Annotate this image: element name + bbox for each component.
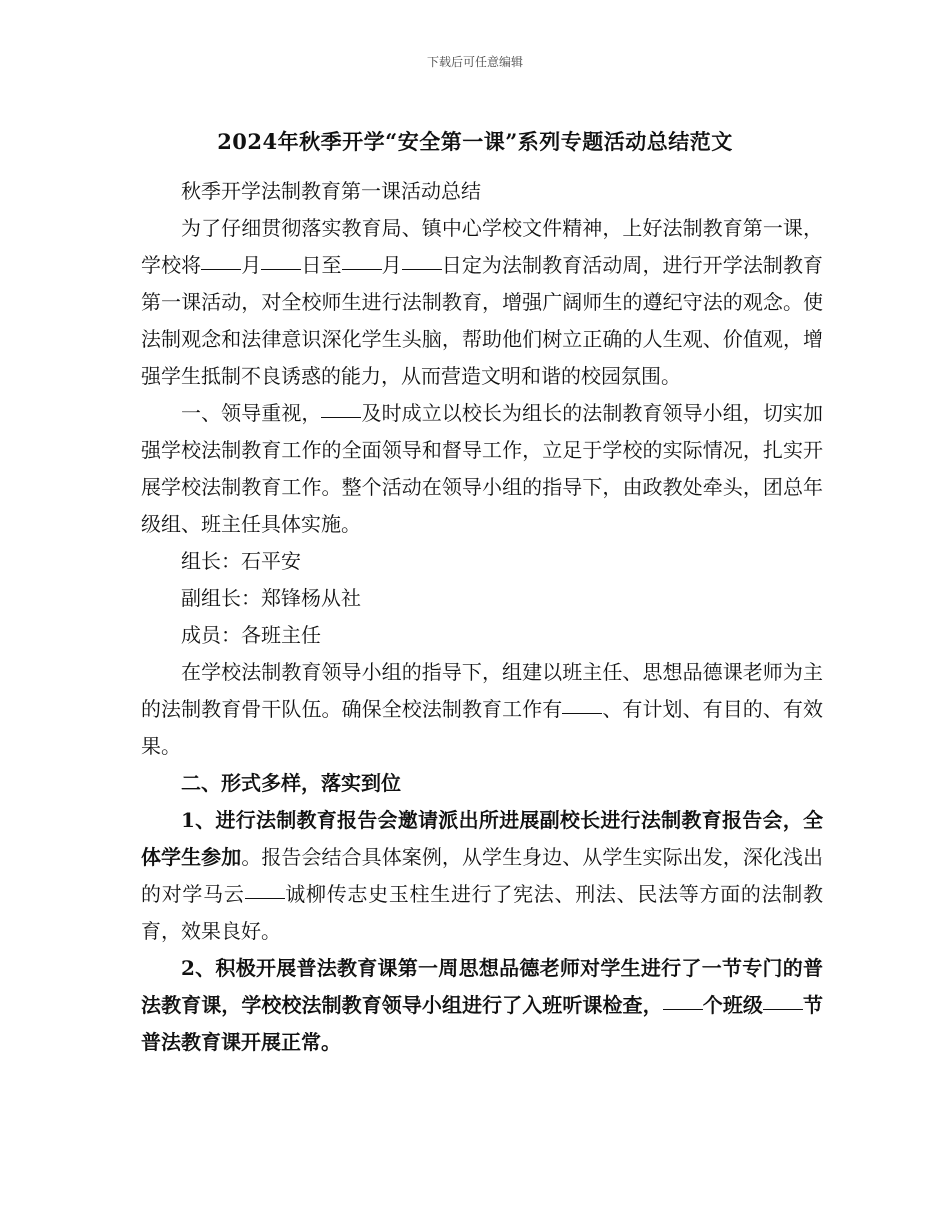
section-1-heading: 一、领导重视， — [181, 401, 322, 425]
paragraph-team — [141, 654, 823, 765]
blank-field — [402, 268, 442, 270]
subtitle-text: 秋季开学法制教育第一课活动总结 — [181, 179, 481, 203]
section-1-text: 及时成立以校长为组长的法制教育领导小组，切实加强学校法制教育工作的全面领导和督导工作，立足于学校的实际情况，扎实开展学校法制教育工作。整个活动在领导小组的指导下，由政教处牵头，团总年级组、班主任具体实施。 — [141, 401, 824, 536]
vice-leader-text: 副组长：郑锋杨从社 — [181, 586, 361, 610]
blank-field — [763, 1008, 803, 1010]
intro-month-2: 月 — [381, 253, 402, 277]
item-2-text-b: 个班级 — [702, 993, 763, 1017]
page-header-note: 下载后可任意编辑 — [426, 55, 523, 69]
item-1-text-b: 诚柳传志史玉柱生进行了宪法、刑法、民法等方面的法制教育，效果良好。 — [141, 882, 824, 943]
paragraph-intro — [141, 210, 823, 395]
blank-field — [321, 416, 361, 418]
paragraph-section-1 — [141, 395, 823, 543]
subtitle — [141, 173, 823, 210]
paragraph-item-2 — [141, 950, 823, 1061]
leader-text: 组长：石平安 — [181, 549, 301, 573]
intro-day-1: 日至 — [301, 253, 342, 277]
blank-field — [201, 268, 241, 270]
blank-field — [663, 1008, 703, 1010]
item-1-text-a: 。报告会结合具体案例，从学生身边、从学生实际出发，深化浅出的对学马云 — [141, 845, 824, 906]
document-body — [141, 173, 823, 1061]
vice-leader-line — [141, 580, 823, 617]
item-2-text-c: 节普法教育课开展正常。 — [141, 993, 824, 1054]
intro-text-b: 日定为法制教育活动周，进行开学法制教育第一课活动，对全校师生进行法制教育，增强广阔师生的遵纪守法的观念。使法制观念和法律意识深化学生头脑，帮助他们树立正确的人生观、价值观，增强学生抵制不良诱惑的能力，从而营造文明和谐的校园氛围。 — [141, 253, 824, 388]
intro-text-a: 为了仔细贯彻落实教育局、镇中心学校文件精神，上好法制教育第一课，学校将 — [141, 216, 823, 277]
item-1-heading: 1、进行法制教育报告会邀请派出所进展副校长进行法制教育报告会，全体学生参加 — [141, 808, 823, 869]
blank-field — [562, 712, 602, 714]
section-2-heading — [141, 765, 823, 802]
team-text-b: 、有计划、有目的、有效果。 — [141, 697, 823, 758]
team-text-a: 在学校法制教育领导小组的指导下，组建以班主任、思想品德课老师为主的法制教育骨干队伍。确保全校法制教育工作有 — [141, 660, 823, 721]
members-line — [141, 617, 823, 654]
section-2-text: 二、形式多样，落实到位 — [181, 771, 401, 795]
intro-month-1: 月 — [241, 253, 262, 277]
members-text: 成员：各班主任 — [181, 623, 321, 647]
leader-line — [141, 543, 823, 580]
blank-field — [342, 268, 382, 270]
blank-field — [245, 897, 285, 899]
blank-field — [261, 268, 301, 270]
document-title: 2024年秋季开学“安全第一课”系列专题活动总结范文 — [217, 129, 733, 154]
item-2-text-a: 2、积极开展普法教育课第一周思想品德老师对学生进行了一节专门的普法教育课，学校校法制教育领导小组进行了入班听课检查， — [141, 956, 823, 1017]
paragraph-item-1 — [141, 802, 823, 950]
